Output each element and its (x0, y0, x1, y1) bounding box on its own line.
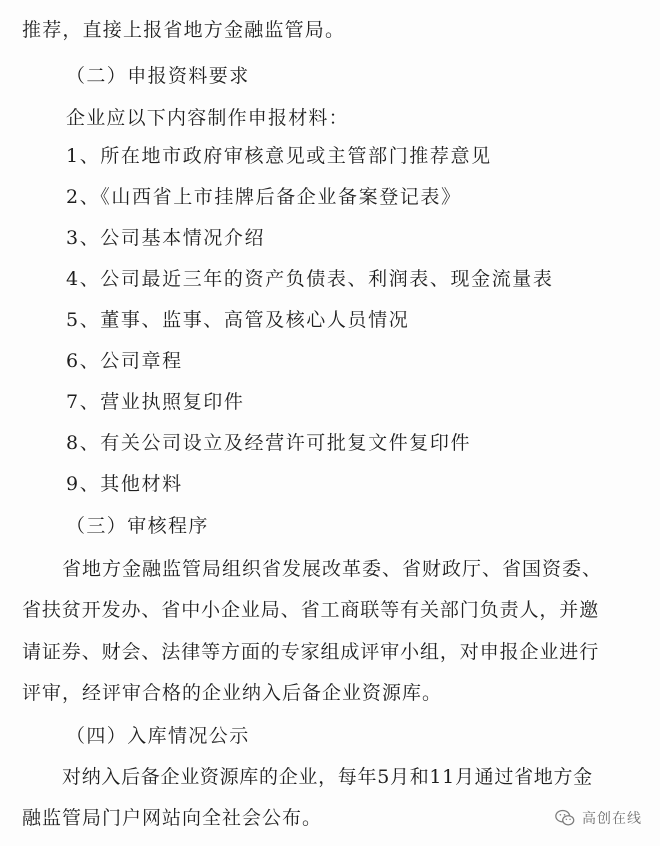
text-line-continuation: 推荐，直接上报省地方金融监管局。 (22, 19, 346, 41)
section-heading-2: （二）申报资料要求 (66, 65, 250, 87)
watermark (554, 806, 642, 830)
paragraph-intro: 企业应以下内容制作申报材料： (66, 107, 349, 129)
section-heading-4: （四）入库情况公示 (66, 725, 250, 747)
wechat-icon (554, 807, 576, 829)
paragraph-review-line-1: 省地方金融监管局组织省发展改革委、省财政厅、省国资委、 (62, 558, 603, 580)
list-item-4: 4、公司最近三年的资产负债表、利润表、现金流量表 (66, 268, 554, 290)
paragraph-publish-line-1: 对纳入后备企业资源库的企业，每年5月和11月通过省地方金 (62, 766, 593, 788)
list-item-7: 7、营业执照复印件 (66, 391, 245, 413)
watermark-text: 高创在线 (582, 811, 642, 827)
list-item-5: 5、董事、监事、高管及核心人员情况 (66, 309, 410, 331)
paragraph-review-line-2: 省扶贫开发办、省中小企业局、省工商联等有关部门负责人，并邀 (22, 599, 600, 621)
section-heading-3: （三）审核程序 (66, 515, 209, 537)
list-item-3: 3、公司基本情况介绍 (66, 227, 266, 249)
list-item-8: 8、有关公司设立及经营许可批复文件复印件 (66, 432, 472, 454)
paragraph-publish-line-2: 融监管局门户网站向全社会公布。 (22, 807, 323, 829)
paragraph-review-line-4: 评审，经评审合格的企业纳入后备企业资源库。 (22, 682, 443, 704)
list-item-2: 2、《山西省上市挂牌后备企业备案登记表》 (66, 186, 462, 208)
list-item-9: 9、其他材料 (66, 473, 183, 495)
list-item-6: 6、公司章程 (66, 350, 183, 372)
list-item-1: 1、所在地市政府审核意见或主管部门推荐意见 (66, 145, 492, 167)
paragraph-review-line-3: 请证券、财会、法律等方面的专家组成评审小组，对申报企业进行 (22, 641, 600, 663)
